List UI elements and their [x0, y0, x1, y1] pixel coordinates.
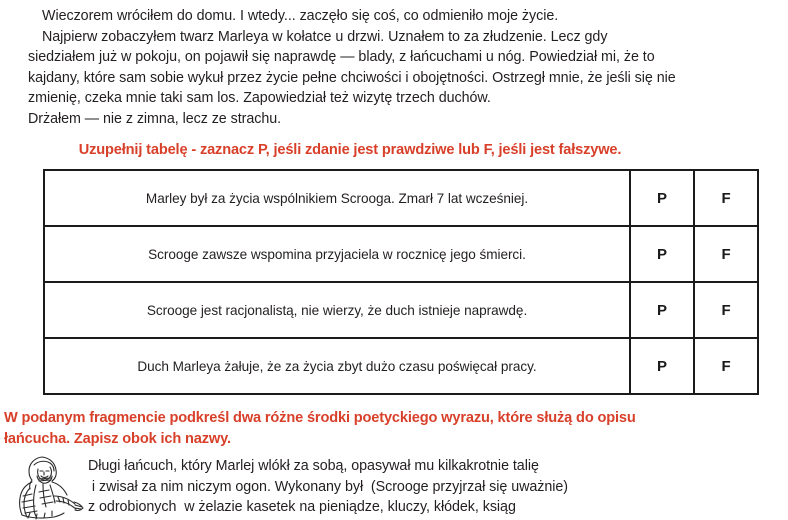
- instruction-line: łańcucha. Zapisz obok ich nazwy.: [4, 431, 231, 447]
- table-row: [44, 226, 758, 282]
- false-option[interactable]: F: [694, 170, 758, 226]
- passage-line: siedziałem już w pokoju, on pojawił się naprawdę — blady, z łańcuchami u nóg. Powiedział mi, że to: [28, 49, 655, 66]
- true-false-table: [43, 169, 759, 395]
- excerpt-line: i zwisał za nim niczym ogon. Wykonany był (Scrooge przyjrzał się uważnie): [88, 478, 569, 495]
- excerpt-line: z odrobionych w żelazie kasetek na pieniądze, kluczy, kłódek, ksiąg: [88, 499, 516, 516]
- passage-line: Drżałem — nie z zimna, lecz ze strachu.: [28, 110, 282, 127]
- true-option[interactable]: P: [630, 226, 694, 282]
- excerpt-line: Długi łańcuch, który Marlej wlókł za sobą, opasywał mu kilkakrotnie talię: [88, 458, 539, 474]
- table-row: [44, 170, 758, 226]
- false-option[interactable]: F: [694, 338, 758, 394]
- table-row: [44, 282, 758, 338]
- passage-line: Wieczorem wróciłem do domu. I wtedy... zaczęło się coś, co odmieniło moje życie.: [42, 8, 559, 24]
- statement-cell: Duch Marleya żałuje, że za życia zbyt dużo czasu poświęcał pracy.: [44, 338, 630, 394]
- instruction-heading-table: Uzupełnij tabelę - zaznacz P, jeśli zdanie jest prawdziwe lub F, jeśli jest fałszywe.: [78, 142, 622, 158]
- passage-line: kajdany, które sam sobie wykuł przez życie pełne chciwości i obojętności. Ostrzegł mnie, że jeśli się nie: [28, 69, 676, 86]
- statement-cell: Marley był za życia wspólnikiem Scrooga. Zmarł 7 lat wcześniej.: [44, 170, 630, 226]
- poem-excerpt: [88, 456, 788, 518]
- true-option[interactable]: P: [630, 338, 694, 394]
- narrative-passage: [28, 6, 728, 130]
- marley-ghost-icon: [12, 452, 92, 520]
- true-option[interactable]: P: [630, 282, 694, 338]
- false-option[interactable]: F: [694, 282, 758, 338]
- passage-line: Najpierw zobaczyłem twarz Marleya w kołatce u drzwi. Uznałem to za złudzenie. Lecz gdy: [42, 28, 608, 45]
- passage-line: zmienię, czeka mnie taki sam los. Zapowiedział też wizytę trzech duchów.: [28, 90, 491, 107]
- instruction-heading-poetic-devices: [4, 408, 704, 450]
- true-option[interactable]: P: [630, 170, 694, 226]
- statement-cell: Scrooge zawsze wspomina przyjaciela w rocznicę jego śmierci.: [44, 226, 630, 282]
- table-row: [44, 338, 758, 394]
- instruction-line: W podanym fragmencie podkreśl dwa różne środki poetyckiego wyrazu, które służą do opisu: [4, 410, 636, 426]
- false-option[interactable]: F: [694, 226, 758, 282]
- statement-cell: Scrooge jest racjonalistą, nie wierzy, że duch istnieje naprawdę.: [44, 282, 630, 338]
